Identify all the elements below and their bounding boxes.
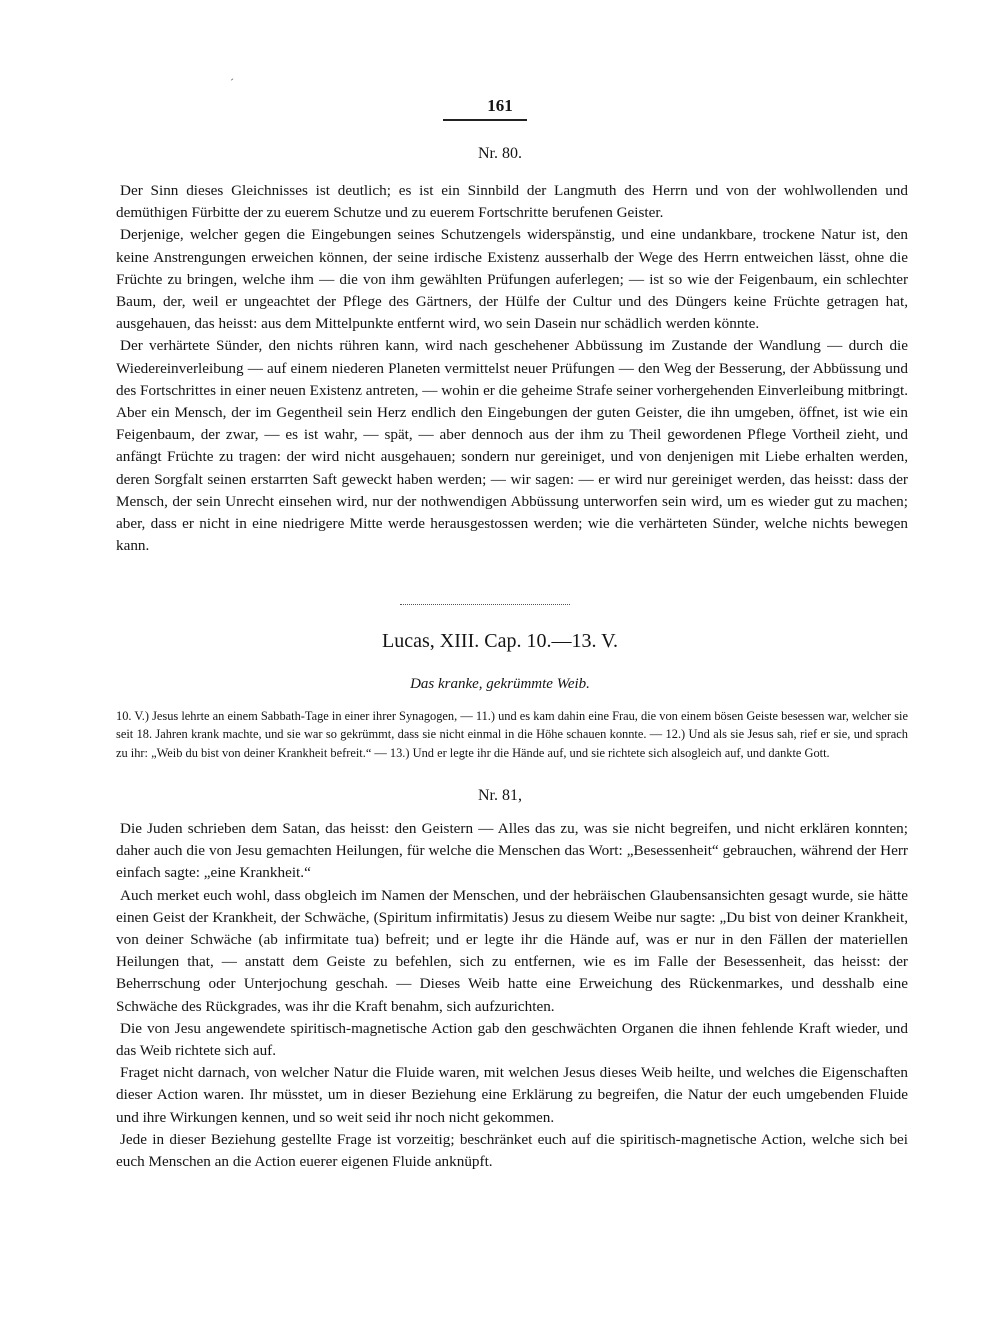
section-81-body bbox=[116, 818, 908, 1173]
paragraph: Fraget nicht darnach, von welcher Natur die Fluide waren, mit welchen Jesus dieses Weib heilte, und welches die Eigenschaften dieser Action waren. Ihr müsstet, um in dieser Beziehung eine Erklärung zu begreifen, die Natur der euch umgebenden Fluide und ihre Wirkungen kennen, und so weit seid ihr noch nicht gekommen. bbox=[116, 1064, 908, 1126]
paragraph: Derjenige, welcher gegen die Eingebungen seines Schutzengels widerspänstig, und eine undankbare, trockene Natur ist, den keine Anstrengungen erweichen können, der seine irdische Existenz ausserhalb der Wege des Herrn entweichen lässt, ohne die Früchte zu bringen, welche ihm — die von ihm gewählten Prüfungen auferlegen; — ist so wie der Feigenbaum, ein schlechter Baum, der, weil er ungeachtet der Pflege des Gärtners, der Hülfe der Cultur und des Düngers keine Früchte getragen hat, ausgehauen, das heisst: aus dem Mittelpunkte entfernt wird, wo sein Dasein nur schädlich werden könnte. bbox=[116, 226, 908, 333]
section-number-80: Nr. 80. bbox=[478, 145, 522, 162]
paragraph: Auch merket euch wohl, dass obgleich im Namen der Menschen, und der hebräischen Glaubensansichten gesagt wurde, sie hätte einen Geist der Krankheit, der Schwäche, (Spiritum infirmitatis) Jesus zu diesem Weibe nur sagte: „Du bist von deiner Krankheit, von deiner Schwäche (ab infirmitate tua) befreit; und er legte ihr die Hände auf, was er nur in den Fällen der materiellen Heilungen that, — anstatt dem Geiste zu befehlen, sich zu entfernen, wie es im Falle der Besessenheit, das heisst: der Beherrschung oder Unterjochung geschah. — Dieses Weib hatte eine Erweichung des Rückenmarkes, und desshalb eine Schwäche des Rückgrades, was ihr die Kraft benahm, sich aufzurichten. bbox=[116, 886, 908, 1015]
page-number: 161 bbox=[487, 96, 513, 115]
chapter-subheading: Das kranke, gekrümmte Weib. bbox=[410, 676, 590, 692]
page-number-rule bbox=[443, 119, 527, 121]
paragraph: Der verhärtete Sünder, den nichts rühren kann, wird nach geschehener Abbüssung im Zustande der Wandlung — durch die Wiedereinverleibung — auf einem niederen Planeten vermittelst neuer Prüfungen — den Weg der Besserung, der Abbüssung und des Fortschrittes in einer neuen Existenz antreten, — wohin er die geheime Strafe seiner vorhergehenden Einverleibung mitbringt. Aber ein Mensch, der im Gegentheil sein Herz endlich den Eingebungen der guten Geister, die ihn umgeben, öffnet, ist wie ein Feigenbaum, der zwar, — es ist wahr, — spät, — aber dennoch aus der ihm zu Theil gewordenen Pflege Vortheil zieht, und anfängt Früchte zu tragen: der wird nicht ausgehauen; sondern nur gereiniget, und von denjenigen mit Liebe erhalten werden, deren Sorgfalt seinen erstarrten Saft geweckt haben werden; — wir sagen: — er wird nur gereiniget werden, das heisst: dass der Mensch, der sein Unrecht einsehen wird, nur der nothwendigen Abbüssung unterworfen sein wird, um es wieder gut zu machen; aber, dass er nicht in eine niedrigere Mitte werde herausgestossen werden; wie die verhärteten Sünder, welche nichts bewegen kann. bbox=[116, 337, 908, 555]
verse-paragraph: 10. V.) Jesus lehrte an einem Sabbath-Tage in einer ihrer Synagogen, — 11.) und es kam dahin eine Frau, die von einem bösen Geiste besessen war, welcher sie seit 18. Jahren krank machte, und sie war so gekrümmt, dass sie nicht einmal in die Höhe schauen konnte. — 12.) Und als sie Jesus sah, rief er sie, und sprach zu ihr: „Weib du bist von deiner Krankheit befreit.“ — 13.) Und er legte ihr die Hände auf, und sie richtete sich alsogleich auf, und dankte Gott. bbox=[116, 709, 908, 760]
bible-verse-text bbox=[116, 707, 908, 762]
stray-mark: ˊ bbox=[230, 76, 234, 90]
paragraph: Jede in dieser Beziehung gestellte Frage ist vorzeitig; beschränket euch auf die spiritisch-magnetische Action, welche sich bei euch Menschen an die Action euerer eigenen Fluide anknüpft. bbox=[116, 1130, 908, 1171]
section-separator bbox=[400, 604, 570, 605]
chapter-heading: Lucas, XIII. Cap. 10.—13. V. bbox=[382, 630, 618, 652]
paragraph: Die Juden schrieben dem Satan, das heisst: den Geistern — Alles das zu, was sie nicht begreifen, und nicht erklären konnten; daher auch die von Jesu gemachten Heilungen, für welche die Menschen das Wort: „Besessenheit“ gebrauchen, während der Herr einfach sagte: „eine Krankheit.“ bbox=[116, 820, 908, 882]
section-number-81: Nr. 81, bbox=[478, 787, 522, 804]
paragraph: Der Sinn dieses Gleichnisses ist deutlich; es ist ein Sinnbild der Langmuth des Herrn und von der wohlwollenden und demüthigen Fürbitte der zu euerem Schutze und zu euerem Fortschritte berufenen Geister. bbox=[116, 182, 908, 222]
paragraph: Die von Jesu angewendete spiritisch-magnetische Action gab den geschwächten Organen die ihnen fehlende Kraft wieder, und das Weib richtete sich auf. bbox=[116, 1019, 908, 1060]
section-80-body bbox=[116, 180, 908, 557]
